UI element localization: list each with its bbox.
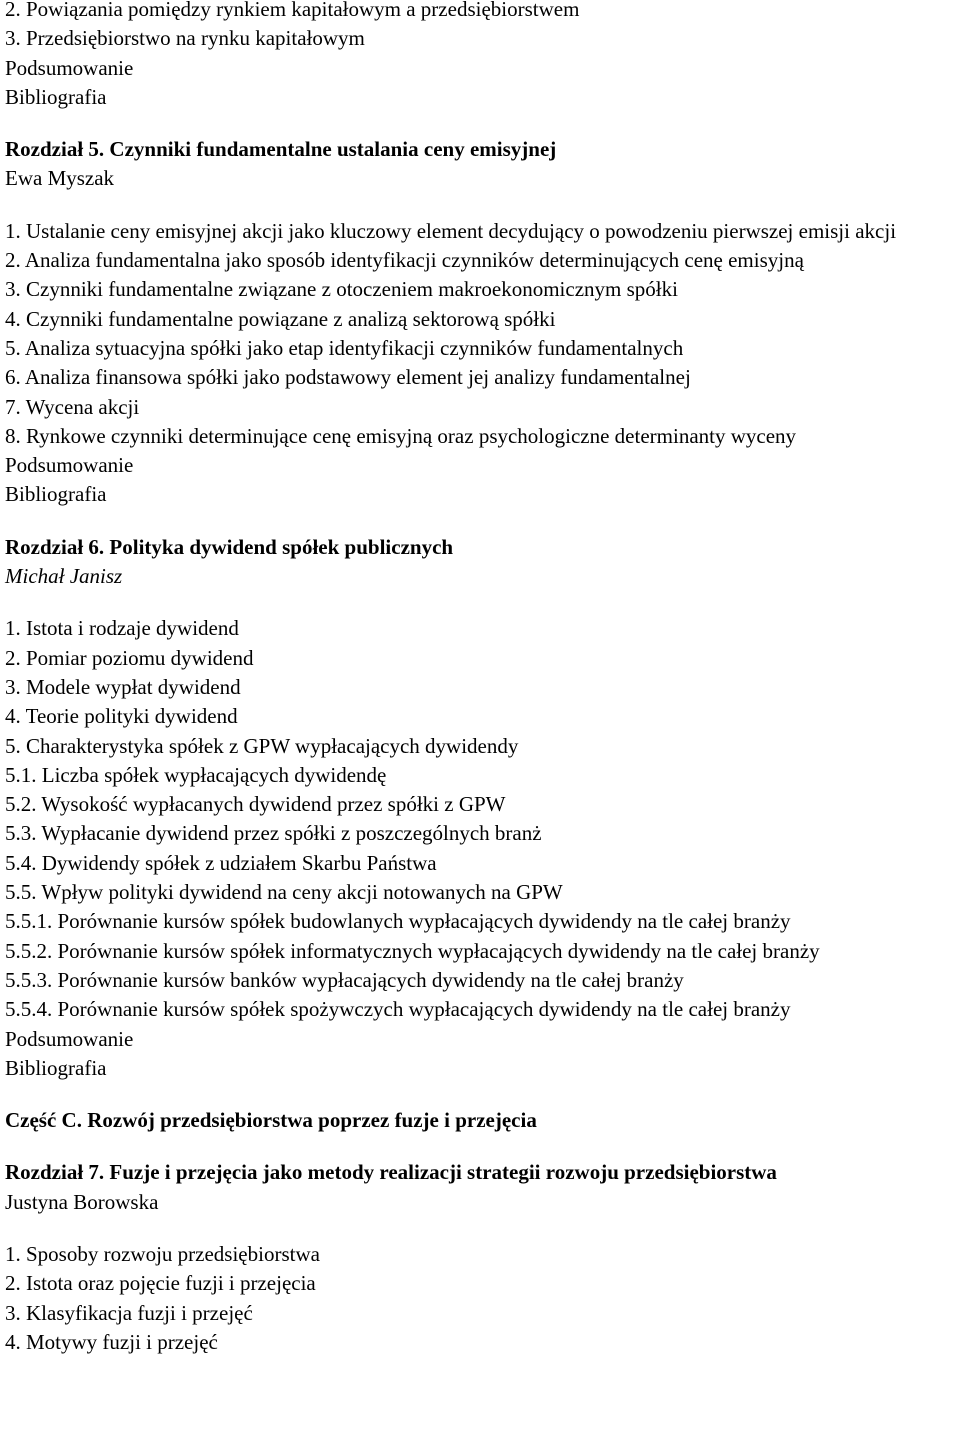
part-c-title: Część C. Rozwój przedsiębiorstwa poprzez fuzje i przejęcia [5,1108,537,1133]
chapter-5-author: Ewa Myszak [5,166,115,191]
list-item: 5.5. Wpływ polityki dywidend na ceny akcji notowanych na GPW [5,880,563,905]
list-item: 1. Ustalanie ceny emisyjnej akcji jako kluczowy element decydujący o powodzeniu pierwszej emisji akcji [5,218,897,243]
list-item: Podsumowanie [5,1026,134,1051]
list-item: 5.5.2. Porównanie kursów spółek informatycznych wypłacających dywidendy na tle całej branży [5,938,820,963]
chapter-6-title: Rozdział 6. Polityka dywidend spółek publicznych [5,534,454,559]
list-item: 5. Charakterystyka spółek z GPW wypłacających dywidendy [5,733,519,758]
list-item: Bibliografia [5,1055,107,1080]
chapter-7-title: Rozdział 7. Fuzje i przejęcia jako metody realizacji strategii rozwoju przedsiębiorstwa [5,1160,777,1185]
spacer [5,510,955,533]
list-item: 2. Pomiar poziomu dywidend [5,645,254,670]
list-item: 2. Analiza fundamentalna jako sposób identyfikacji czynników determinujących cenę emisyjną [5,248,804,273]
chapter-5-title: Rozdział 5. Czynniki fundamentalne ustalania ceny emisyjnej [5,137,557,162]
spacer [5,194,955,217]
chapter-6-author: Michał Janisz [5,564,123,589]
list-item: 2. Istota oraz pojęcie fuzji i przejęcia [5,1271,316,1296]
list-item: 3. Klasyfikacja fuzji i przejęć [5,1300,253,1325]
list-item: 6. Analiza finansowa spółki jako podstawowy element jej analizy fundamentalnej [5,365,691,390]
list-item: 4. Czynniki fundamentalne powiązane z analizą sektorową spółki [5,306,556,331]
list-item: 2. Powiązania pomiędzy rynkiem kapitałowym a przedsiębiorstwem [5,0,580,21]
list-item: 5.4. Dywidendy spółek z udziałem Skarbu Państwa [5,850,437,875]
spacer [5,1135,955,1158]
list-item: 4. Motywy fuzji i przejęć [5,1329,218,1354]
list-item: Bibliografia [5,84,107,109]
list-item: 5.5.1. Porównanie kursów spółek budowlanych wypłacających dywidendy na tle całej branży [5,909,791,934]
spacer [5,1083,955,1106]
list-item: 5.2. Wysokość wypłacanych dywidend przez spółki z GPW [5,792,506,817]
list-item: 8. Rynkowe czynniki determinujące cenę emisyjną oraz psychologiczne determinanty wyceny [5,423,797,448]
list-item: 5.5.3. Porównanie kursów banków wypłacających dywidendy na tle całej branży [5,967,684,992]
chapter-7-section [5,1158,955,1357]
spacer [5,591,955,614]
list-item: 3. Przedsiębiorstwo na rynku kapitałowym [5,26,365,51]
list-item: 1. Istota i rodzaje dywidend [5,616,239,641]
table-of-contents [5,0,955,1357]
chapter-7-author: Justyna Borowska [5,1189,159,1214]
list-item: Bibliografia [5,482,107,507]
spacer [5,112,955,135]
chapter-6-section [5,533,955,1083]
list-item: 1. Sposoby rozwoju przedsiębiorstwa [5,1241,320,1266]
spacer [5,1217,955,1240]
list-item: 3. Czynniki fundamentalne związane z otoczeniem makroekonomicznym spółki [5,277,678,302]
list-item: 3. Modele wypłat dywidend [5,674,241,699]
list-item: Podsumowanie [5,453,134,478]
list-item: 5.3. Wypłacanie dywidend przez spółki z poszczególnych branż [5,821,542,846]
list-item: 4. Teorie polityki dywidend [5,704,238,729]
intro-section [5,0,955,112]
list-item: 7. Wycena akcji [5,394,140,419]
list-item: 5.1. Liczba spółek wypłacających dywidendę [5,762,387,787]
list-item: 5.5.4. Porównanie kursów spółek spożywczych wypłacających dywidendy na tle całej branży [5,997,791,1022]
chapter-5-section [5,135,955,510]
list-item: Podsumowanie [5,55,134,80]
list-item: 5. Analiza sytuacyjna spółki jako etap identyfikacji czynników fundamentalnych [5,335,684,360]
